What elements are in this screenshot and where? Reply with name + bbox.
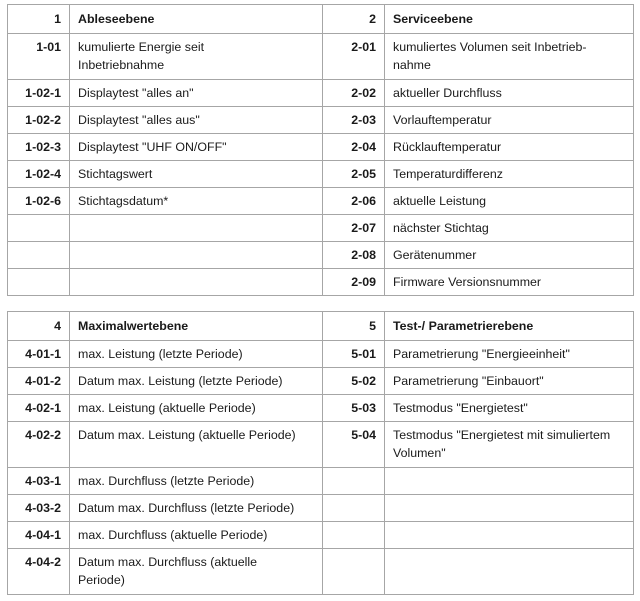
description-cell: Displaytest "UHF ON/OFF": [70, 134, 323, 161]
table-row: [8, 242, 634, 269]
code-cell: [323, 468, 385, 495]
description-cell: Gerätenummer: [385, 242, 634, 269]
description-cell: max. Leistung (aktuelle Periode): [70, 395, 323, 422]
description-cell: Parametrierung "Energieeinheit": [385, 341, 634, 368]
code-cell: 2-08: [323, 242, 385, 269]
code-cell: 2-05: [323, 161, 385, 188]
level-title: Test-/ Parametrierebene: [385, 312, 634, 341]
code-cell: 1-02-2: [8, 107, 70, 134]
table-row: [8, 522, 634, 549]
description-cell: [70, 215, 323, 242]
description-cell: Stichtagsdatum*: [70, 188, 323, 215]
table-row: [8, 395, 634, 422]
description-cell: [385, 549, 634, 595]
description-cell: Stichtagswert: [70, 161, 323, 188]
description-cell: [70, 269, 323, 296]
description-cell: max. Durchfluss (letzte Periode): [70, 468, 323, 495]
description-cell: [70, 34, 323, 80]
table-row: [8, 215, 634, 242]
code-cell: 2-01: [323, 34, 385, 80]
code-cell: 4-04-2: [8, 549, 70, 595]
table-header-row: [8, 5, 634, 34]
level-number: 1: [8, 5, 70, 34]
description-line: nahme: [393, 58, 431, 72]
code-cell: 5-03: [323, 395, 385, 422]
code-cell: 4-02-2: [8, 422, 70, 468]
description-cell: nächster Stichtag: [385, 215, 634, 242]
description-line: kumulierte Energie seit: [78, 40, 205, 54]
table-row: [8, 80, 634, 107]
level-title: Serviceebene: [385, 5, 634, 34]
code-cell: 2-04: [323, 134, 385, 161]
description-line: Datum max. Durchfluss (aktuelle: [78, 555, 258, 569]
code-cell: 1-02-6: [8, 188, 70, 215]
code-cell: [8, 269, 70, 296]
table-row: [8, 368, 634, 395]
code-cell: 1-02-3: [8, 134, 70, 161]
code-cell: 4-04-1: [8, 522, 70, 549]
code-cell: [323, 495, 385, 522]
description-cell: Displaytest "alles aus": [70, 107, 323, 134]
code-cell: 2-09: [323, 269, 385, 296]
description-cell: Datum max. Leistung (letzte Periode): [70, 368, 323, 395]
table-row: [8, 269, 634, 296]
code-cell: 2-07: [323, 215, 385, 242]
table-row: [8, 34, 634, 80]
description-cell: Vorlauftemperatur: [385, 107, 634, 134]
level-number: 2: [323, 5, 385, 34]
table-body: [8, 5, 634, 296]
description-line: kumuliertes Volumen seit Inbetrieb-: [393, 40, 587, 54]
description-cell: Firmware Versionsnummer: [385, 269, 634, 296]
code-cell: 5-02: [323, 368, 385, 395]
ablese-service-table: [7, 4, 634, 296]
level-number: 4: [8, 312, 70, 341]
code-cell: 4-03-1: [8, 468, 70, 495]
description-cell: [385, 422, 634, 468]
code-cell: 2-03: [323, 107, 385, 134]
description-cell: Datum max. Leistung (aktuelle Periode): [70, 422, 323, 468]
table-header-row: [8, 312, 634, 341]
description-line: Periode): [78, 573, 125, 587]
code-cell: 2-06: [323, 188, 385, 215]
code-cell: [8, 242, 70, 269]
table-row: [8, 161, 634, 188]
table-row: [8, 422, 634, 468]
description-cell: Parametrierung "Einbauort": [385, 368, 634, 395]
code-cell: 2-02: [323, 80, 385, 107]
level-number: 5: [323, 312, 385, 341]
description-cell: [385, 34, 634, 80]
code-cell: 5-04: [323, 422, 385, 468]
description-line: Inbetriebnahme: [78, 58, 165, 72]
description-cell: Temperaturdifferenz: [385, 161, 634, 188]
description-cell: aktueller Durchfluss: [385, 80, 634, 107]
description-cell: [385, 495, 634, 522]
table-row: [8, 107, 634, 134]
code-cell: 4-01-1: [8, 341, 70, 368]
description-cell: [70, 242, 323, 269]
code-cell: [8, 215, 70, 242]
table-row: [8, 549, 634, 595]
code-cell: [323, 522, 385, 549]
description-line: Volumen": [393, 446, 446, 460]
description-cell: max. Durchfluss (aktuelle Periode): [70, 522, 323, 549]
table-row: [8, 495, 634, 522]
code-cell: 4-01-2: [8, 368, 70, 395]
description-cell: aktuelle Leistung: [385, 188, 634, 215]
table-row: [8, 134, 634, 161]
code-cell: 4-03-2: [8, 495, 70, 522]
code-cell: [323, 549, 385, 595]
level-title: Maximalwertebene: [70, 312, 323, 341]
table-row: [8, 341, 634, 368]
code-cell: 1-01: [8, 34, 70, 80]
code-cell: 1-02-4: [8, 161, 70, 188]
description-cell: Datum max. Durchfluss (letzte Periode): [70, 495, 323, 522]
description-cell: Rücklauftemperatur: [385, 134, 634, 161]
description-cell: [385, 468, 634, 495]
code-cell: 1-02-1: [8, 80, 70, 107]
description-cell: [70, 549, 323, 595]
description-cell: max. Leistung (letzte Periode): [70, 341, 323, 368]
table-body: [8, 312, 634, 595]
description-cell: [385, 522, 634, 549]
table-row: [8, 188, 634, 215]
code-cell: 5-01: [323, 341, 385, 368]
code-cell: 4-02-1: [8, 395, 70, 422]
table-row: [8, 468, 634, 495]
description-cell: Testmodus "Energietest": [385, 395, 634, 422]
maximal-test-table: [7, 311, 634, 595]
description-cell: Displaytest "alles an": [70, 80, 323, 107]
description-line: Testmodus "Energietest mit simuliertem: [393, 428, 611, 442]
level-title: Ableseebene: [70, 5, 323, 34]
